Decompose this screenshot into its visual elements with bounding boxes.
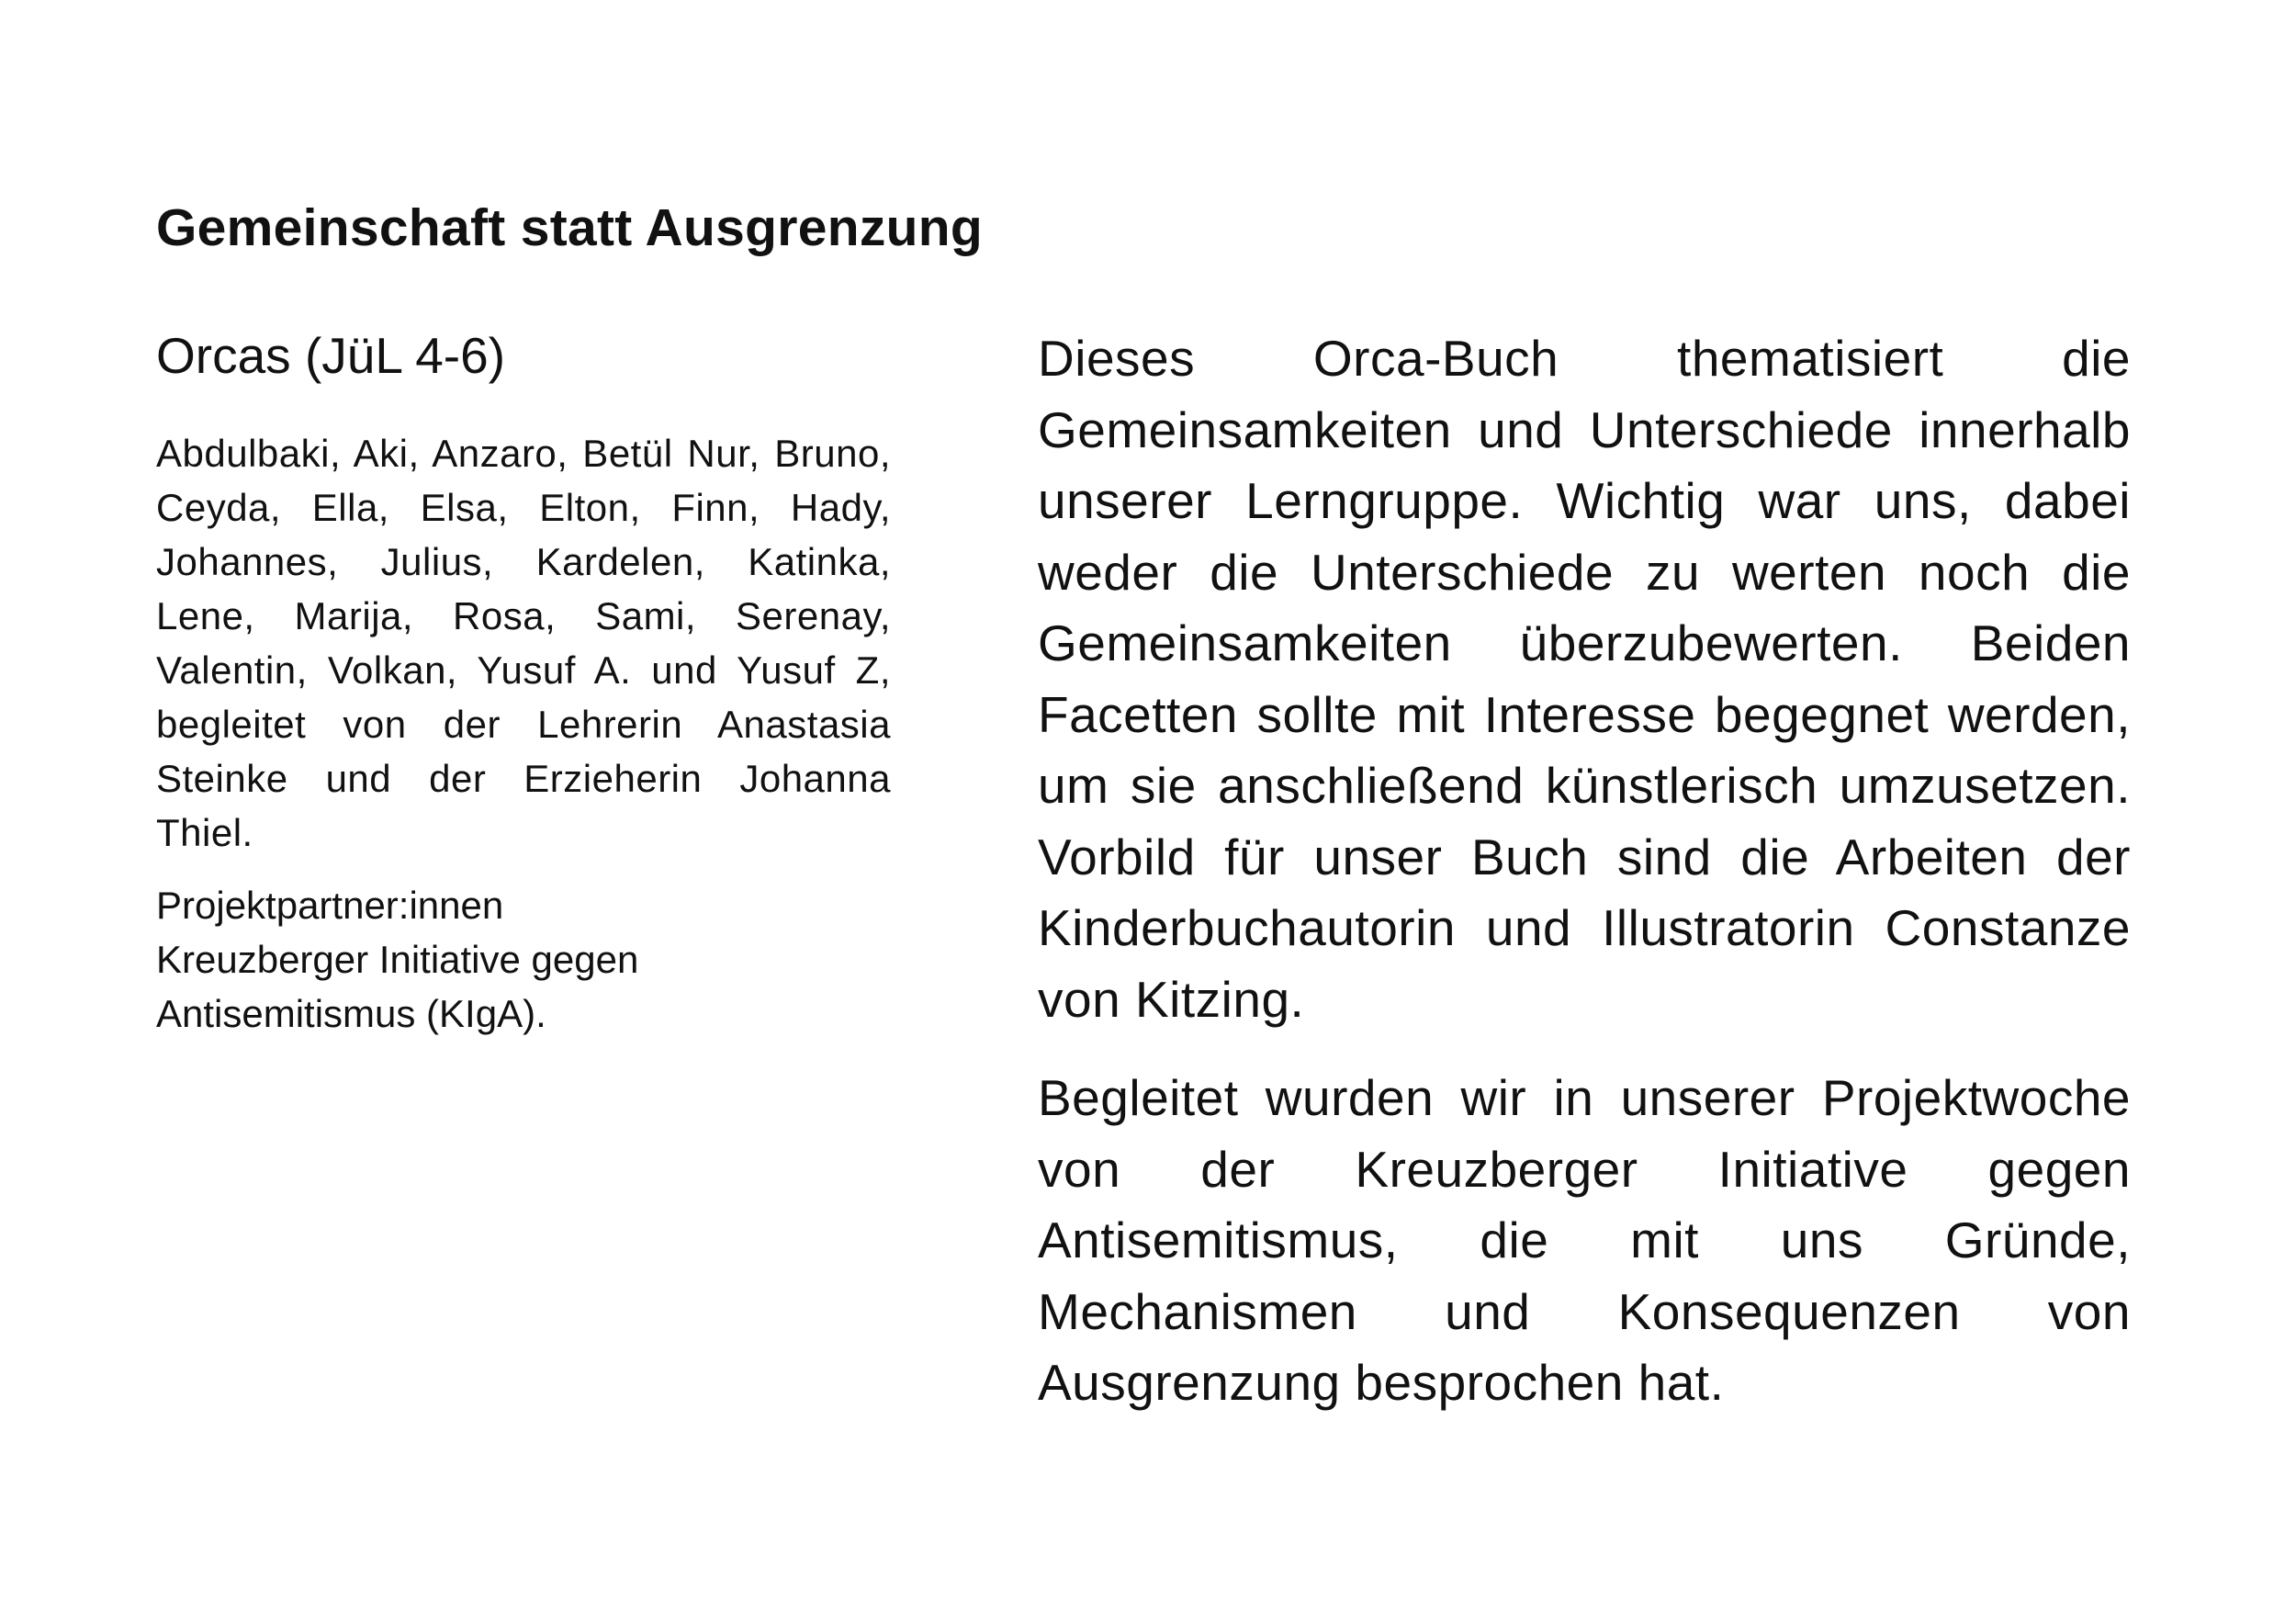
partners-text: Kreuzberger Initiative gegen Antisemitismus (KIgA). (156, 937, 639, 1035)
group-name: Orcas (JüL 4-6) (156, 327, 506, 384)
body-paragraph-1: Dieses Orca-Buch thematisiert die Gemeinsamkeiten und Unterschiede innerhalb unserer Lerngruppe. Wichtig war uns, dabei weder die Unterschiede zu werten noch die Gemeinsamkeiten überzubewerten. Beiden Facetten sollte mit Interesse begegnet werden, um sie anschließend künstlerisch umzusetzen. Vorbild für unser Buch sind die Arbeiten der Kinderbuchautorin und Illustratorin Constanze von Kitzing. (1038, 330, 2131, 1028)
partners-heading: Projektpartner:innen (156, 883, 504, 927)
right-column (1038, 323, 2131, 1419)
page-title: Gemeinschaft statt Ausgrenzung (156, 198, 984, 257)
left-column (156, 323, 891, 1041)
body-paragraph-2: Begleitet wurden wir in unserer Projektwoche von der Kreuzberger Initiative gegen Antisemitismus, die mit uns Gründe, Mechanismen und Konsequenzen von Ausgrenzung besprochen hat. (1038, 1069, 2131, 1411)
participants-list: Abdulbaki, Aki, Anzaro, Betül Nur, Bruno, Ceyda, Ella, Elsa, Elton, Finn, Hady, Johannes, Julius, Kardelen, Katinka, Lene, Marija, Rosa, Sami, Serenay, Valentin, Volkan, Yusuf A. und Yusuf Z, begleitet von der Lehrerin Anastasia Steinke und der Erzieherin Johanna Thiel. (156, 431, 891, 854)
